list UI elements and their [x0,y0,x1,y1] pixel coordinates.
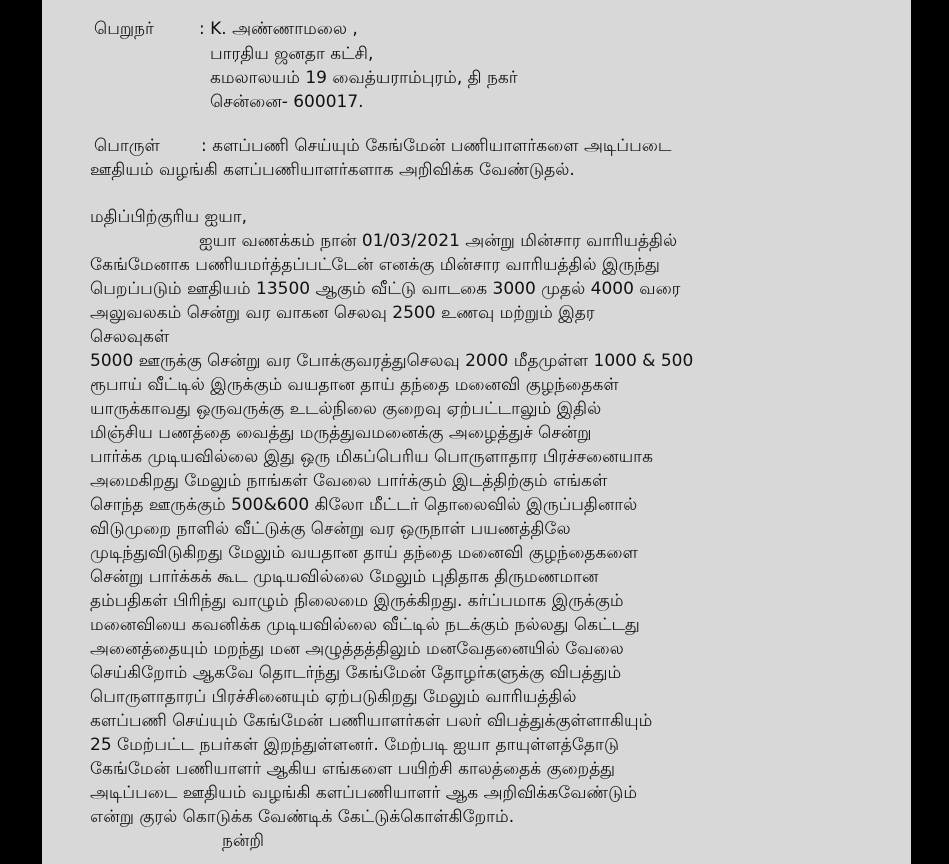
subject-line-2: ஊதியம் வழங்கி களப்பணியாளர்களாக அறிவிக்க வேண்டுதல். [90,160,575,180]
body-line: செய்கிறோம் ஆகவே தொடர்ந்து கேங்மேன் தோழர்களுக்கு விபத்தும் [90,663,622,683]
body-line: மிஞ்சிய பணத்தை வைத்து மருத்துவமனைக்கு அழைத்துச் சென்று [90,423,592,443]
recipient-name: : K. அண்ணாமலை , [199,19,358,39]
body-line: மனைவியை கவனிக்க முடியவில்லை வீட்டில் நடக்கும் நல்லது கெட்டது [90,615,640,635]
body-line: அனைத்தையும் மறந்து மன அழுத்தத்திலும் மனவேதனையில் வேலை [90,639,624,659]
body-line: ஐயா வணக்கம் நான் 01/03/2021 அன்று மின்சார வாரியத்தில் [199,231,678,251]
body-line: செலவுகள் [90,327,170,347]
body-line: 25 மேற்பட்ட நபர்கள் இறந்துள்ளனர். மேற்படி ஐயா தாயுள்ளத்தோடு [90,735,620,755]
body-line: கேங்மேனாக பணியமர்த்தப்பட்டேன் எனக்கு மின்சார வாரியத்தில் இருந்து [90,255,660,275]
body-line: சென்று பார்க்கக் கூட முடியவில்லை மேலும் புதிதாக திருமணமான [90,567,599,587]
body-line: சொந்த ஊருக்கும் 500&600 கிலோ மீட்டர் தொலைவில் இருப்பதினால் [90,495,638,515]
recipient-org: பாரதிய ஜனதா கட்சி, [210,44,374,64]
subject-label: பொருள் [94,136,160,156]
body-line: யாருக்காவது ஒருவருக்கு உடல்நிலை குறைவு ஏற்பட்டாலும் இதில் [90,399,602,419]
body-line: பார்க்க முடியவில்லை இது ஒரு மிகப்பெரிய பொருளாதார பிரச்சனையாக [90,447,653,467]
recipient-label: பெறுநர் [94,19,154,39]
body-line: என்று குரல் கொடுக்க வேண்டிக் கேட்டுக்கொள்கிறோம். [90,807,515,827]
body-line: களப்பணி செய்யும் கேங்மேன் பணியாளர்கள் பலர் விபத்துக்குள்ளாகியும் [90,711,653,731]
subject-line-1: : களப்பணி செய்யும் கேங்மேன் பணியாளர்களை அடிப்படை [201,136,672,156]
body-line: ரூபாய் வீட்டில் இருக்கும் வயதான தாய் தந்தை மனைவி குழந்தைகள் [90,375,619,395]
body-line: முடிந்துவிடுகிறது மேலும் வயதான தாய் தந்தை மனைவி குழந்தைகளை [90,543,638,563]
body-line: அமைகிறது மேலும் நாங்கள் வேலை பார்க்கும் இடத்திற்கும் எங்கள் [90,471,608,491]
letter-page [42,0,911,864]
body-line: அலுவலகம் சென்று வர வாகன செலவு 2500 உணவு மற்றும் இதர [90,303,595,323]
body-line: கேங்மேன் பணியாளர் ஆகிய எங்களை பயிற்சி காலத்தைக் குறைத்து [90,759,616,779]
body-line: அடிப்படை ஊதியம் வழங்கி களப்பணியாளர் ஆக அறிவிக்கவேண்டும் [90,783,637,803]
body-line: 5000 ஊருக்கு சென்று வர போக்குவரத்துசெலவு 2000 மீதமுள்ள 1000 & 500 [90,351,694,371]
recipient-address-line-2: சென்னை- 600017. [210,92,364,112]
body-line: பொருளாதாரப் பிரச்சினையும் ஏற்படுகிறது மேலும் வாரியத்தில் [90,687,577,707]
salutation: மதிப்பிற்குரிய ஐயா, [90,207,248,227]
body-line: தம்பதிகள் பிரிந்து வாழும் நிலைமை இருக்கிறது. கர்ப்பமாக இருக்கும் [90,591,624,611]
closing: நன்றி [222,831,265,851]
body-line: விடுமுறை நாளில் வீட்டுக்கு சென்று வர ஒருநாள் பயணத்திலே [90,519,571,539]
body-line: பெறப்படும் ஊதியம் 13500 ஆகும் வீட்டு வாடகை 3000 முதல் 4000 வரை [90,279,681,299]
recipient-address-line-1: கமலாலயம் 19 வைத்யராம்புரம், தி நகர் [210,68,518,88]
